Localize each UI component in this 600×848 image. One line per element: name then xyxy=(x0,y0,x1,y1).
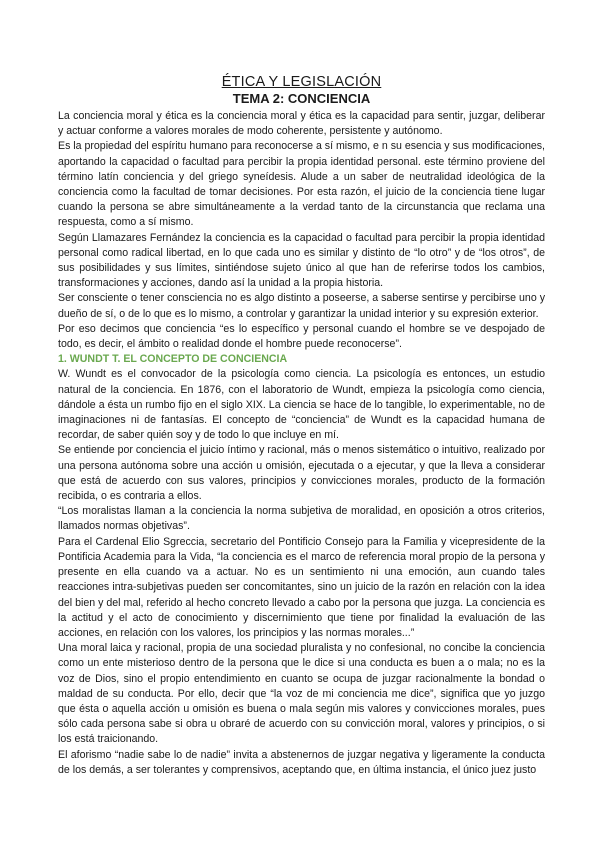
paragraph: Ser consciente o tener consciencia no es algo distinto a poseerse, a saberse sentirse y percibirse uno y dueño de sí, o de lo que es lo mismo, a controlar y garantizar la unidad interior y su expresión exterior. xyxy=(58,292,545,320)
paragraph: Según Llamazares Fernández la conciencia es la capacidad o facultad para percibir la propia identidad personal como radical libertad, en lo que cada uno es similar y distinto de “lo otro” y de “los otros”, de sus posibilidades y sus límites, sintiéndose sujeto único al que han de referirse todos los cambios, transformaciones y acciones, dando así la unidad a la propia historia. xyxy=(58,231,545,290)
paragraph: Se entiende por conciencia el juicio íntimo y racional, más o menos sistemático o intuitivo, realizado por una persona autónoma sobre una acción u omisión, ejecutada o a ejecutar, y que la lleva a considerar que está de acuerdo con sus valores, principios y convicciones morales, producto de la formación recibida, o es contraria a ellos. xyxy=(58,444,545,503)
paragraph: W. Wundt es el convocador de la psicología como ciencia. La psicología es entonces, un estudio natural de la conciencia. En 1876, con el laboratorio de Wundt, empieza la psicología como ciencia, dándole a ésta un rumbo fijo en el siglo XIX. La ciencia se hace de lo tangible, lo experimentable, no de imaginaciones ni de fantasías. El concepto de “conciencia” de Wundt es la capacidad humana de recordar, de saber quién soy y de todo lo que incluye en mí. xyxy=(58,368,545,442)
section-heading: 1. WUNDT T. EL CONCEPTO DE CONCIENCIA xyxy=(58,353,288,366)
paragraph: Es la propiedad del espíritu humano para reconocerse a sí mismo, e n su esencia y sus modificaciones, aportando la capacidad o facultad para percibir la propia identidad personal. este término proviene del término latín conciencia y del griego syneídesis. Alude a un saber de neutralidad ideológica de la conciencia como la facultad de tomar decisiones. Por esta razón, el juicio de la conciencia tiene lugar cuando la persona se abre simultáneamente a la verdad tanto de la circunstancia que reclama una respuesta, como a sí mismo. xyxy=(58,140,545,229)
paragraph: Para el Cardenal Elio Sgreccia, secretario del Pontificio Consejo para la Familia y vicepresidente de la Pontificia Academia para la Vida, “la conciencia es el marco de referencia moral propio de la persona y presente en ella cuando va a actuar. No es un sentimiento ni una emoción, aun cuando tales reacciones intra-subjetivas pueden ser concomitantes, sino un juicio de la razón en relación con la idea del bien y del mal, referido al hecho concreto llevado a cabo por la persona que juzga. La conciencia es la actitud y el acto de conocimiento y discernimiento que tiene por finalidad la evaluación de las acciones, en relación con los valores, los principios y las normas morales...” xyxy=(58,535,545,639)
paragraph: El aforismo “nadie sabe lo de nadie” invita a abstenernos de juzgar negativa y ligeramente la conducta de los demás, a ser tolerantes y comprensivos, aceptando que, en última instancia, el único juez justo xyxy=(58,748,545,776)
paragraph: Una moral laica y racional, propia de una sociedad pluralista y no confesional, no concibe la conciencia como un ente misterioso dentro de la persona que le dice si una conducta es buen a o mala; no es la voz de Dios, sino el propio entendimiento en cuanto se ocupa de juzgar racionalmente la bondad o maldad de su conducta. Por ello, decir que “la voz de mi conciencia me dice”, significa que yo juzgo que ésta o aquella acción u omisión es buena o mala según mis valores y convicciones morales, pues sólo cada persona sabe si obra u obraré de acuerdo con su convicción moral, valores y principios, o si los está traicionando. xyxy=(58,642,545,746)
paragraph: “Los moralistas llaman a la conciencia la norma subjetiva de moralidad, en oposición a otros criterios, llamados normas objetivas”. xyxy=(58,505,545,533)
paragraph: La conciencia moral y ética es la conciencia moral y ética es la capacidad para sentir, juzgar, deliberar y actuar conforme a valores morales de modo coherente, persistente y autónomo. xyxy=(58,110,545,138)
document-subtitle: TEMA 2: CONCIENCIA xyxy=(232,91,371,106)
document-title: ÉTICA Y LEGISLACIÓN xyxy=(221,74,382,90)
paragraph: Por eso decimos que conciencia “es lo específico y personal cuando el hombre se ve despojado de todo, es decir, el ámbito o realidad donde el hombre puede reconocerse”. xyxy=(58,322,545,351)
